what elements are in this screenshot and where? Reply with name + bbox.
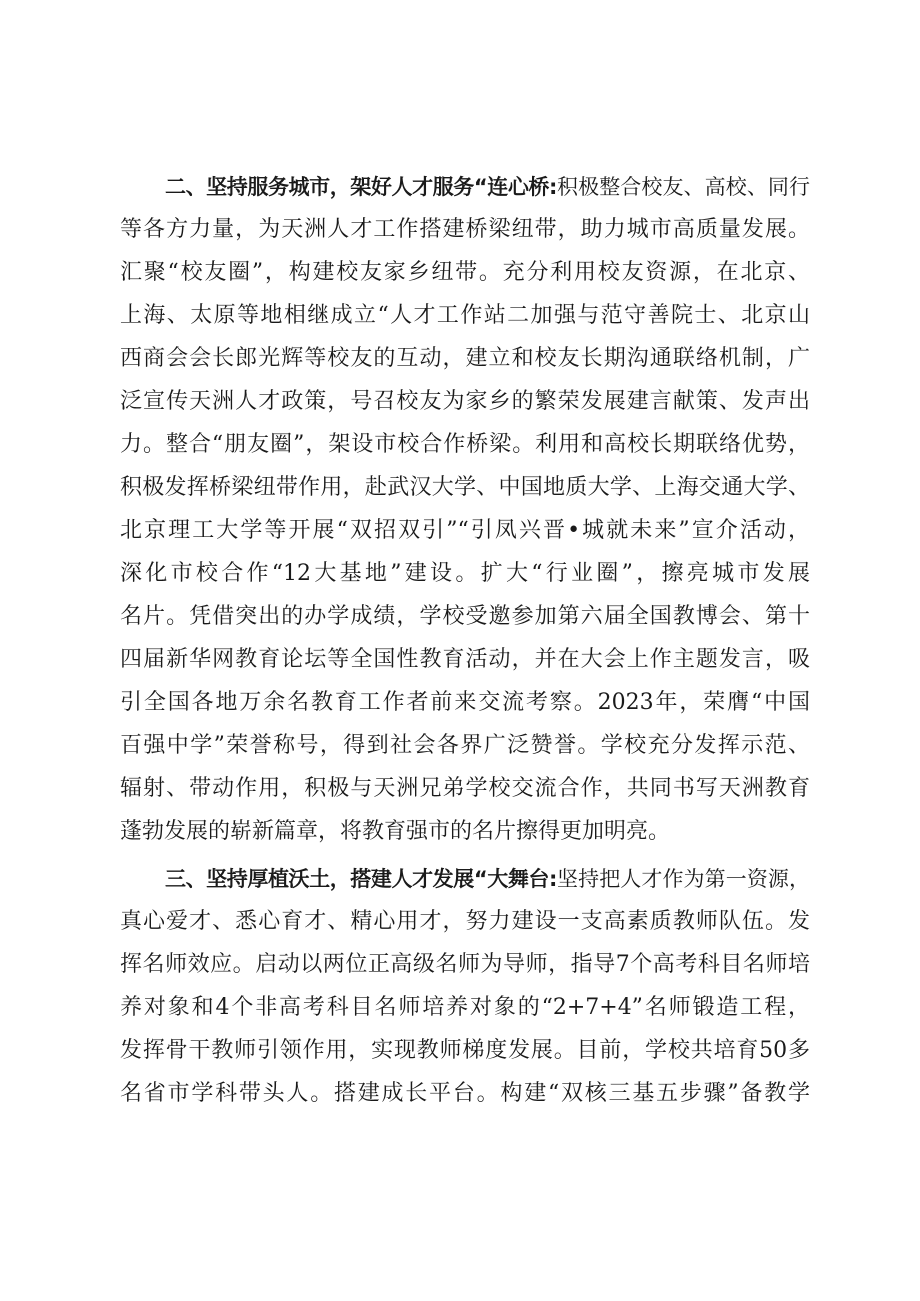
- paragraph-1-line-13: 引全国各地万余名教育工作者前来交流考察。2023年，荣膺“中国: [120, 690, 810, 715]
- paragraph-1-line-8: 积极发挥桥梁纽带作用，赴武汉大学、中国地质大学、上海交通大学、: [120, 475, 810, 500]
- paragraph-2-line-4: 养对象和4个非高考科目名师培养对象的“2+7+4”名师锻造工程，: [120, 995, 810, 1020]
- paragraph-2-line-3: 挥名师效应。启动以两位正高级名师为导师，指导7个高考科目名师培: [120, 952, 810, 977]
- paragraph-1-line-4: 上海、太原等地相继成立“人才工作站二加强与范守善院士、北京山: [120, 303, 810, 328]
- paragraph-1-line-15: 辐射、带动作用，积极与天洲兄弟学校交流合作，共同书写天洲教育: [120, 776, 810, 801]
- paragraph-1-line-16: 蓬勃发展的崭新篇章，将教育强市的名片擦得更加明亮。: [120, 819, 671, 844]
- paragraph-1-line-5: 西商会会长郎光辉等校友的互动，建立和校友长期沟通联络机制，广: [120, 346, 810, 371]
- paragraph-1-line-3: 汇聚“校友圈”，构建校友家乡纽带。充分利用校友资源，在北京、: [120, 260, 810, 285]
- paragraph-1-line-11: 名片。凭借突出的办学成绩，学校受邀参加第六届全国教博会、第十: [120, 604, 810, 629]
- paragraph-1-line-2: 等各方力量，为天洲人才工作搭建桥梁纽带，助力城市高质量发展。: [120, 217, 810, 242]
- paragraph-1-line-7: 力。整合“朋友圈”，架设市校合作桥梁。利用和高校长期联络优势，: [120, 432, 810, 457]
- section-heading-3: 三、坚持厚植沃土，搭建人才发展“大舞台:: [165, 867, 557, 891]
- paragraph-1-line-12: 四届新华网教育论坛等全国性教育活动，并在大会上作主题发言，吸: [120, 647, 810, 672]
- paragraph-2-line-2: 真心爱才、悉心育才、精心用才，努力建设一支高素质教师队伍。发: [120, 909, 810, 934]
- paragraph-1-line-6: 泛宣传天洲人才政策，号召校友为家乡的繁荣发展建言献策、发声出: [120, 389, 810, 414]
- line-text: 坚持把人才作为第一资源，: [556, 867, 811, 891]
- paragraph-1-line-14: 百强中学”荣誉称号，得到社会各界广泛赞誉。学校充分发挥示范、: [120, 733, 810, 758]
- paragraph-1-line-9: 北京理工大学等开展“双招双引”“引凤兴晋•城就未来”宣介活动，: [120, 518, 810, 543]
- line-text: 积极整合校友、高校、同行: [556, 175, 811, 199]
- paragraph-1-line-10: 深化市校合作“12大基地”建设。扩大“行业圈”，擦亮城市发展: [120, 561, 810, 586]
- paragraph-2-line-1: [165, 862, 810, 896]
- section-heading-2: 二、坚持服务城市，架好人才服务“连心桥:: [165, 175, 557, 199]
- paragraph-2-line-5: 发挥骨干教师引领作用，实现教师梯度发展。目前，学校共培育50多: [120, 1038, 810, 1063]
- paragraph-1-line-1: [165, 170, 810, 204]
- paragraph-2-line-6: 名省市学科带头人。搭建成长平台。构建“双核三基五步骤”备教学: [120, 1081, 810, 1106]
